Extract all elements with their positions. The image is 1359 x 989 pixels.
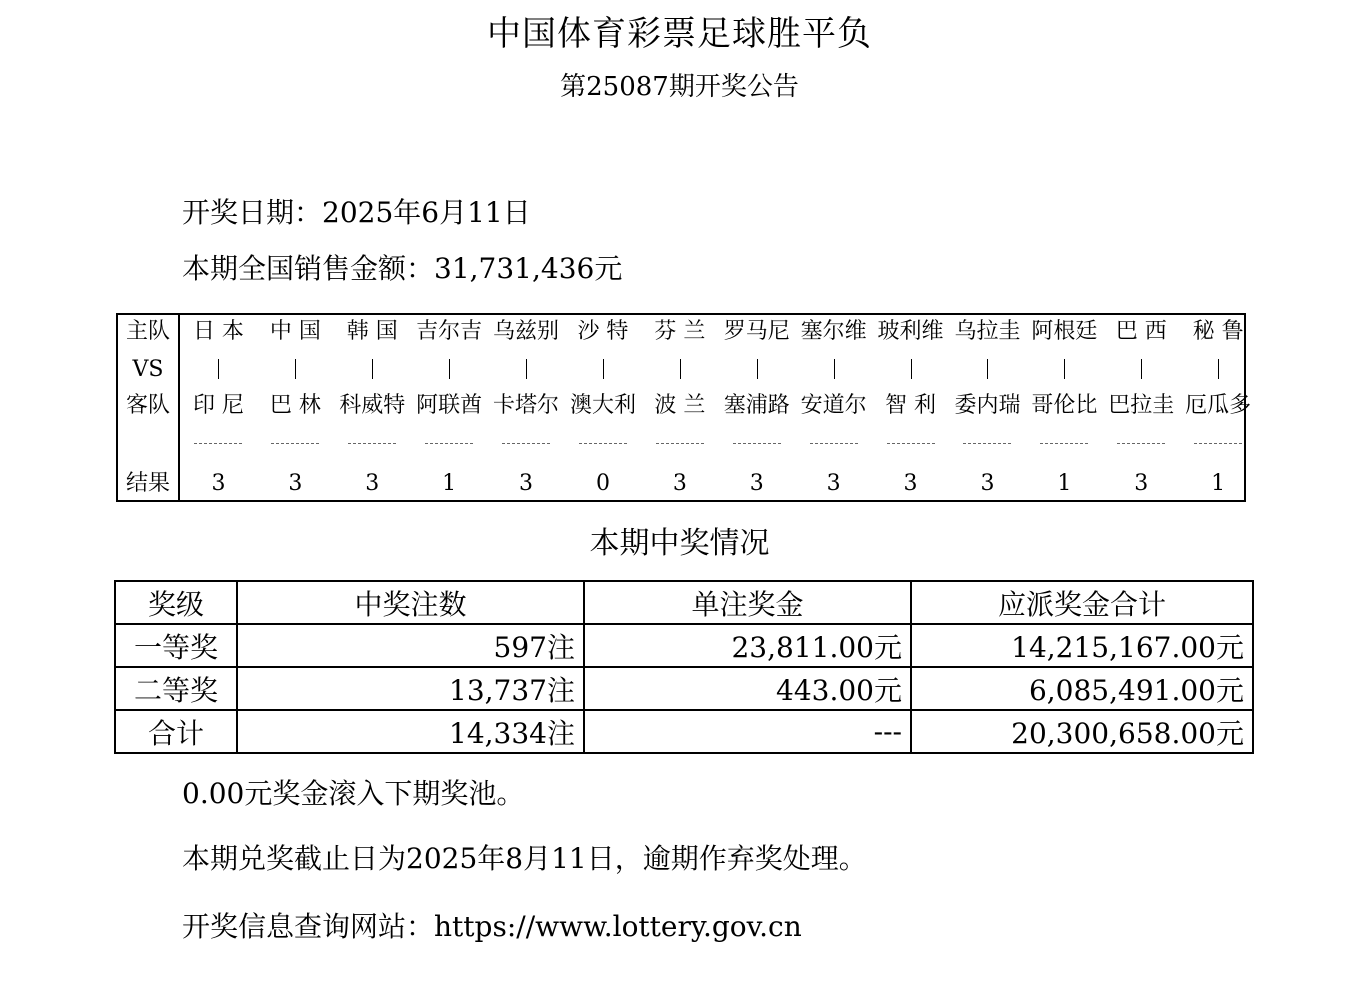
- page-title: 中国体育彩票足球胜平负: [487, 14, 872, 54]
- unit-prize-cell: 443.00元: [584, 667, 911, 710]
- prize-level-cell: 合计: [115, 710, 237, 753]
- vs-separator: [526, 359, 527, 379]
- header-unit-prize: 单注奖金: [584, 581, 911, 624]
- claim-deadline-note: 本期兑奖截止日为2025年8月11日，逾期作弃奖处理。: [182, 842, 867, 875]
- dashed-divider: [656, 443, 704, 444]
- home-team: 玻利维: [877, 319, 944, 344]
- winner-count-cell: 14,334注: [237, 710, 584, 753]
- home-team: 乌兹别: [493, 319, 560, 344]
- home-team: 芬 兰: [654, 319, 706, 344]
- website-note: 开奖信息查询网站：https://www.lottery.gov.cn: [182, 910, 802, 943]
- match-result: 3: [903, 471, 918, 496]
- match-column: [180, 315, 257, 500]
- vs-separator: [680, 359, 681, 379]
- dashed-divider: [887, 443, 935, 444]
- away-team: 厄瓜多: [1185, 393, 1252, 418]
- match-column: [718, 315, 795, 500]
- match-column: [257, 315, 334, 500]
- total-prize-cell: 6,085,491.00元: [911, 667, 1253, 710]
- rollover-note: 0.00元奖金滚入下期奖池。: [182, 777, 525, 810]
- header-winner-count: 中奖注数: [237, 581, 584, 624]
- prize-level-cell: 一等奖: [115, 624, 237, 667]
- vs-separator: [911, 359, 912, 379]
- dashed-divider: [1040, 443, 1088, 444]
- unit-prize-cell: 23,811.00元: [584, 624, 911, 667]
- away-team: 印 尼: [192, 393, 244, 418]
- match-result: 3: [211, 471, 226, 496]
- draw-date: 开奖日期：2025年6月11日: [182, 196, 531, 229]
- match-column: [1180, 315, 1257, 500]
- winner-count-cell: 597注: [237, 624, 584, 667]
- dashed-divider: [271, 443, 319, 444]
- match-column: [795, 315, 872, 500]
- unit-prize-cell: ---: [584, 710, 911, 753]
- away-team: 哥伦比: [1031, 393, 1098, 418]
- away-team: 安道尔: [800, 393, 867, 418]
- match-result: 3: [519, 471, 534, 496]
- away-team: 科威特: [339, 393, 406, 418]
- match-result: 1: [1057, 471, 1072, 496]
- table-row: [115, 624, 1253, 667]
- prize-table: [114, 580, 1254, 754]
- vs-separator: [449, 359, 450, 379]
- away-team: 卡塔尔: [493, 393, 560, 418]
- match-result: 3: [749, 471, 764, 496]
- match-result: 1: [442, 471, 457, 496]
- match-results-table: [116, 313, 1252, 502]
- vs-separator: [987, 359, 988, 379]
- dashed-divider: [194, 443, 242, 444]
- dashed-divider: [425, 443, 473, 444]
- match-column: [565, 315, 642, 500]
- away-team: 波 兰: [654, 393, 706, 418]
- away-team: 智 利: [885, 393, 937, 418]
- result-label: 结果: [125, 471, 170, 496]
- home-team: 中 国: [269, 319, 321, 344]
- prize-table-header-row: [115, 581, 1253, 624]
- dashed-divider: [733, 443, 781, 444]
- home-team: 阿根廷: [1031, 319, 1098, 344]
- match-column: [1103, 315, 1180, 500]
- vs-separator: [1064, 359, 1065, 379]
- winner-count-cell: 13,737注: [237, 667, 584, 710]
- home-team-label: 主队: [125, 319, 170, 344]
- home-team: 秘 鲁: [1192, 319, 1244, 344]
- away-team: 委内瑞: [954, 393, 1021, 418]
- vs-separator: [218, 359, 219, 379]
- vs-separator: [1141, 359, 1142, 379]
- header-prize-level: 奖级: [115, 581, 237, 624]
- dashed-divider: [348, 443, 396, 444]
- vs-separator: [295, 359, 296, 379]
- away-team: 巴拉圭: [1108, 393, 1175, 418]
- dashed-divider: [963, 443, 1011, 444]
- dashed-divider: [1117, 443, 1165, 444]
- home-team: 乌拉圭: [954, 319, 1021, 344]
- match-result: 3: [1134, 471, 1149, 496]
- sales-amount: 本期全国销售金额：31,731,436元: [182, 252, 623, 285]
- prize-level-cell: 二等奖: [115, 667, 237, 710]
- total-prize-cell: 20,300,658.00元: [911, 710, 1253, 753]
- table-row: [115, 667, 1253, 710]
- vs-separator: [1218, 359, 1219, 379]
- header-total-prize: 应派奖金合计: [911, 581, 1253, 624]
- dashed-divider: [502, 443, 550, 444]
- away-team: 阿联酋: [416, 393, 483, 418]
- issue-subtitle: 第25087期开奖公告: [560, 72, 799, 102]
- home-team: 韩 国: [346, 319, 398, 344]
- table-row: [115, 710, 1253, 753]
- away-team-label: 客队: [125, 393, 170, 418]
- vs-separator: [834, 359, 835, 379]
- dashed-divider: [579, 443, 627, 444]
- home-team: 吉尔吉: [416, 319, 483, 344]
- home-team: 沙 特: [577, 319, 629, 344]
- match-result: 3: [672, 471, 687, 496]
- vs-label: VS: [132, 357, 164, 382]
- home-team: 罗马尼: [723, 319, 790, 344]
- match-result: 1: [1211, 471, 1226, 496]
- away-team: 塞浦路: [723, 393, 790, 418]
- vs-separator: [372, 359, 373, 379]
- vs-separator: [757, 359, 758, 379]
- home-team: 巴 西: [1115, 319, 1167, 344]
- home-team: 塞尔维: [800, 319, 867, 344]
- home-team: 日 本: [192, 319, 244, 344]
- match-column: [334, 315, 411, 500]
- match-result: 3: [980, 471, 995, 496]
- match-column: [488, 315, 565, 500]
- dashed-divider: [810, 443, 858, 444]
- match-column: [949, 315, 1026, 500]
- match-column: [872, 315, 949, 500]
- away-team: 澳大利: [569, 393, 636, 418]
- total-prize-cell: 14,215,167.00元: [911, 624, 1253, 667]
- match-result: 3: [288, 471, 303, 496]
- match-result: 3: [365, 471, 380, 496]
- dashed-divider: [1194, 443, 1242, 444]
- match-column: [1026, 315, 1103, 500]
- match-column: [411, 315, 488, 500]
- match-column: [641, 315, 718, 500]
- away-team: 巴 林: [269, 393, 321, 418]
- match-result: 0: [595, 471, 610, 496]
- vs-separator: [603, 359, 604, 379]
- prize-section-heading: 本期中奖情况: [589, 526, 770, 561]
- match-result: 3: [826, 471, 841, 496]
